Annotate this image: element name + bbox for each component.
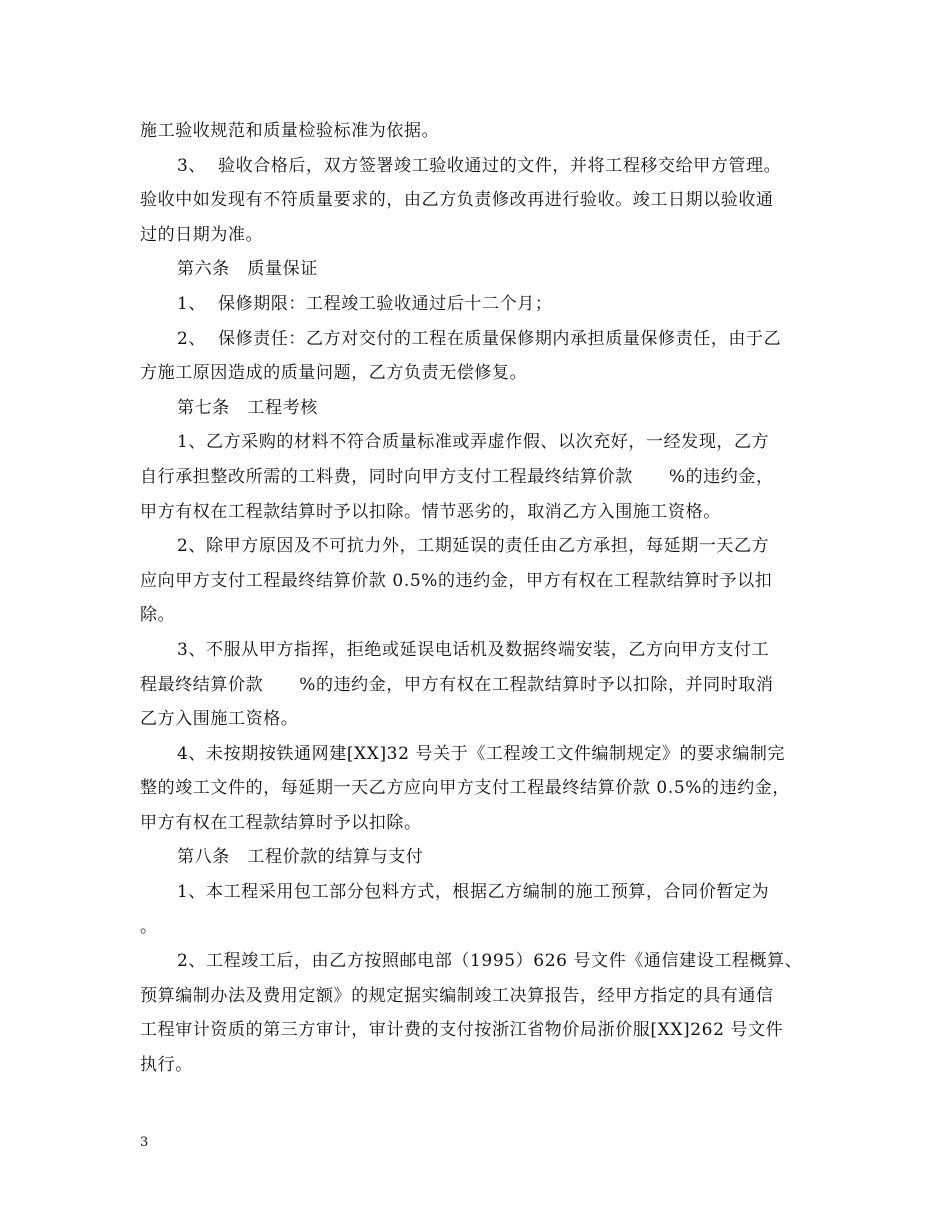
text-line: 甲方有权在工程款结算时予以扣除。情节恶劣的，取消乙方入围施工资格。: [140, 501, 721, 522]
text-line: 工程审计资质的第三方审计，审计费的支付按浙江省物价局浙价服[XX]262 号文件: [140, 1020, 784, 1041]
text-line: 应向甲方支付工程最终结算价款 0.5%的违约金，甲方有权在工程款结算时予以扣: [140, 570, 773, 591]
text-line: 2、 保修责任：乙方对交付的工程在质量保修期内承担质量保修责任，由于乙: [177, 328, 782, 349]
document-body: [140, 114, 816, 1083]
text-line: 自行承担整改所需的工料费，同时向甲方支付工程最终结算价款 %的违约金，: [140, 466, 774, 487]
text-line: 2、工程竣工后，由乙方按照邮电部（1995）626 号文件《通信建设工程概算、: [177, 951, 803, 972]
text-line: 3、不服从甲方指挥，拒绝或延误电话机及数据终端安装，乙方向甲方支付工: [177, 639, 770, 660]
text-line: 1、 保修期限：工程竣工验收通过后十二个月；: [177, 293, 553, 314]
text-line: 过的日期为准。: [140, 224, 264, 245]
text-line: 第七条 工程考核: [177, 397, 318, 418]
text-line: 施工验收规范和质量检验标准为依据。: [140, 121, 440, 141]
text-line: 预算编制办法及费用定额》的规定据实编制竣工决算报告，经甲方指定的具有通信: [140, 985, 774, 1006]
text-line: 乙方入围施工资格。: [140, 709, 299, 730]
text-line: 整的竣工文件的，每延期一天乙方应向甲方支付工程最终结算价款 0.5%的违约金，: [140, 778, 790, 799]
text-line: 1、本工程采用包工部分包料方式，根据乙方编制的施工预算，合同价暂定为: [177, 882, 770, 903]
text-line: 程最终结算价款 %的违约金，甲方有权在工程款结算时予以扣除，并同时取消: [140, 674, 774, 695]
text-line: 2、除甲方原因及不可抗力外，工期延误的责任由乙方承担，每延期一天乙方: [177, 536, 770, 557]
text-line: 执行。: [140, 1055, 193, 1076]
text-line: 3、 验收合格后，双方签署竣工验收通过的文件，并将工程移交给甲方管理。: [177, 155, 782, 176]
text-line: 第六条 质量保证: [177, 259, 318, 280]
text-line: 1、乙方采购的材料不符合质量标准或弄虚作假、以次充好，一经发现，乙方: [177, 432, 770, 453]
page-number: 3: [140, 1135, 149, 1150]
text-line: 。: [140, 916, 158, 937]
text-line: 第八条 工程价款的结算与支付: [177, 847, 424, 868]
text-line: 除。: [140, 605, 176, 626]
text-line: 4、未按期按铁通网建[XX]32 号关于《工程竣工文件编制规定》的要求编制完: [177, 743, 786, 764]
text-line: 方施工原因造成的质量问题，乙方负责无偿修复。: [140, 363, 528, 384]
text-line: 甲方有权在工程款结算时予以扣除。: [140, 812, 422, 833]
text-line: 验收中如发现有不符质量要求的，由乙方负责修改再进行验收。竣工日期以验收通: [140, 190, 774, 211]
